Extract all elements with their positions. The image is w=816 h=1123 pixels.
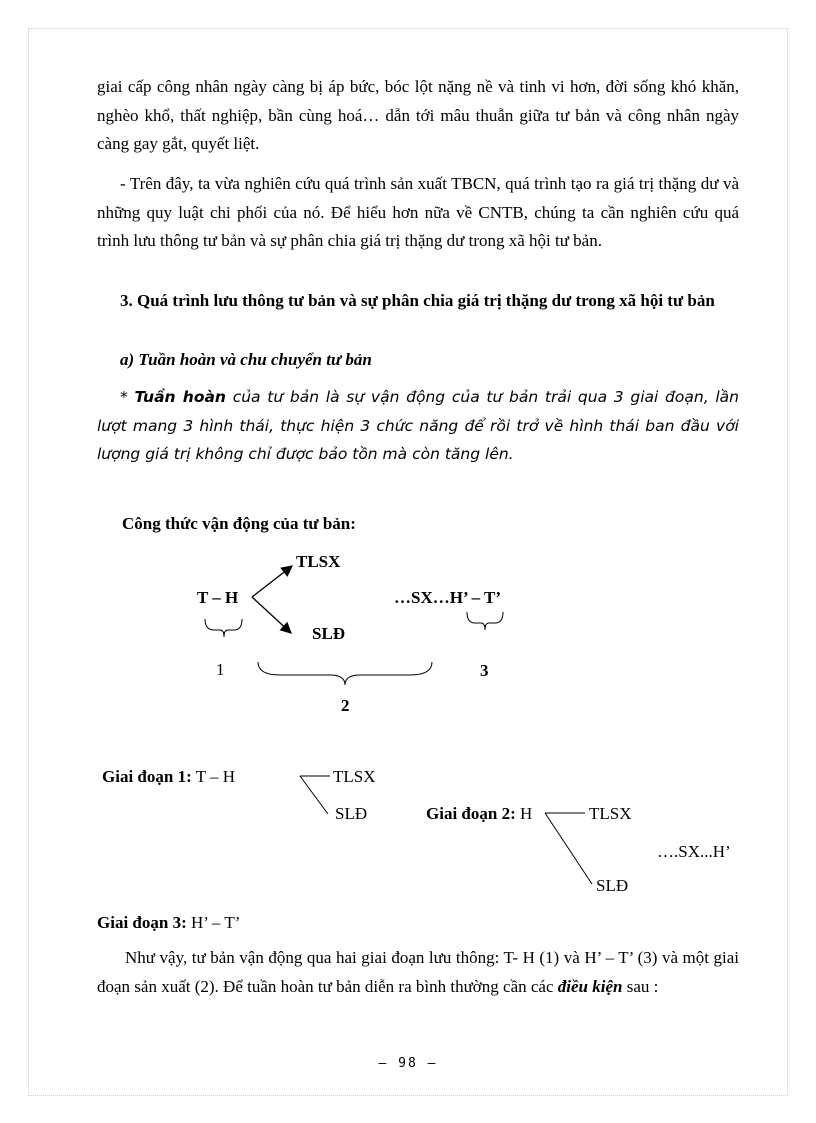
arrow-to-tlsx xyxy=(252,566,292,597)
stage1-line-sld xyxy=(300,776,328,814)
brace-3 xyxy=(467,612,503,630)
paragraph-transition: - Trên đây, ta vừa nghiên cứu quá trình sản xuất TBCN, quá trình tạo ra giá trị thặng dư và những quy luật chi phối của nó. Để hiểu hơn nữa về CNTB, chúng ta cần nghiên cứu quá trình lưu thông tư bản và sự phân chia giá trị thặng dư trong xã hội tư bản. xyxy=(97,174,739,250)
definition-term: Tuần hoàn xyxy=(134,388,226,406)
definition-star: * xyxy=(120,388,135,406)
stage2 xyxy=(426,804,532,824)
formula-title: Công thức vận động của tư bản: xyxy=(122,514,356,533)
formula-label-3: 3 xyxy=(480,661,489,680)
stage2-line-sld xyxy=(545,813,592,884)
stage2-sld: SLĐ xyxy=(596,876,629,895)
brace-2 xyxy=(258,662,432,685)
conclusion-end: sau : xyxy=(622,976,659,996)
formula-tlsx: TLSX xyxy=(296,552,341,571)
stage1-sld: SLĐ xyxy=(335,804,368,823)
stage3-label: Giai đoạn 3: xyxy=(97,913,187,932)
paragraph-intro: giai cấp công nhân ngày càng bị áp bức, bóc lột nặng nề và tinh vi hơn, đời sống khó khăn, nghèo khổ, thất nghiệp, bần cùng hoá… dẫn tới mâu thuẫn giữa tư bản và công nhân ngày càng gay gắt, quyết liệt. xyxy=(97,77,739,153)
stage1-value: T – H xyxy=(195,767,236,786)
formula-t-h: T – H xyxy=(197,588,239,607)
stage2-sx: ….SX...H’ xyxy=(657,842,731,861)
conclusion-bold: điều kiện xyxy=(557,976,623,996)
paragraph-conclusion xyxy=(97,944,739,1001)
stage1 xyxy=(102,767,235,787)
definition-text: của tư bản là sự vận động của tư bản trải qua 3 giai đoạn, lần lượt mang 3 hình thái, thực hiện 3 chức năng để rồi trở về hình thái ban đầu với lượng giá trị không chỉ được bảo tồn mà còn tăng lên. xyxy=(97,388,739,463)
formula-label-1: 1 xyxy=(216,660,225,679)
stage1-tlsx: TLSX xyxy=(333,767,376,786)
stage2-value: H xyxy=(520,804,533,823)
formula-sld: SLĐ xyxy=(312,624,346,643)
section-heading: 3. Quá trình lưu thông tư bản và sự phân chia giá trị thặng dư trong xã hội tư bản xyxy=(120,291,715,310)
stage3 xyxy=(97,913,240,933)
formula-sx-part: …SX…H’ – T’ xyxy=(394,588,502,607)
formula-label-2: 2 xyxy=(341,696,350,715)
stage3-value: H’ – T’ xyxy=(191,913,241,932)
arrow-to-sld xyxy=(252,597,291,633)
subsection-heading: a) Tuần hoàn và chu chuyển tư bản xyxy=(120,350,372,369)
page-number: – 98 – xyxy=(378,1056,438,1071)
stage1-label: Giai đoạn 1: xyxy=(102,767,192,786)
stage2-label: Giai đoạn 2: xyxy=(426,804,516,823)
brace-1 xyxy=(205,619,242,637)
stage2-tlsx: TLSX xyxy=(589,804,632,823)
conclusion-main: Như vậy, tư bản vận động qua hai giai đoạn lưu thông: T- H (1) và H’ – T’ (3) và một giai đoạn sản xuất (2). Để tuần hoàn tư bản diễn ra bình thường cần các xyxy=(97,948,739,996)
